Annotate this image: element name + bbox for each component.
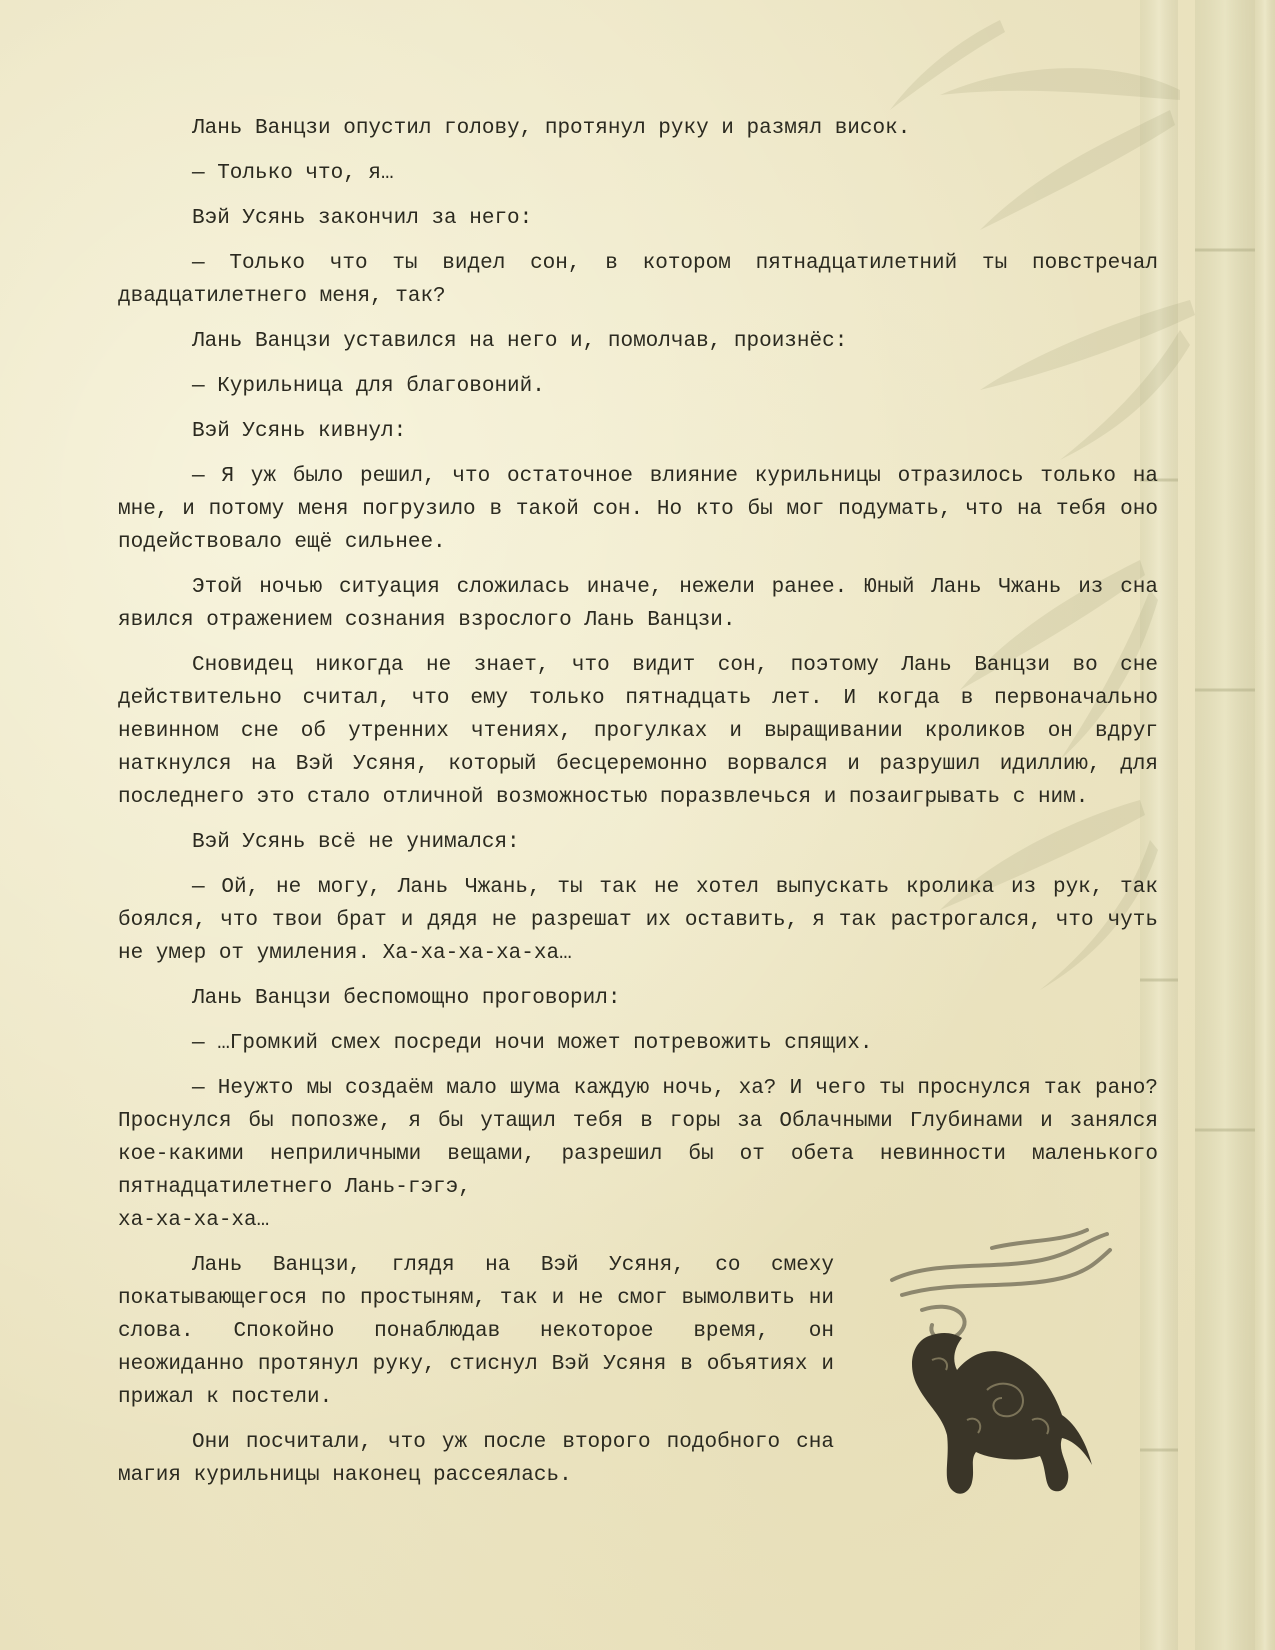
paragraph: — Курильница для благовоний. [192,375,545,398]
paragraph: Лань Ванцзи беспомощно проговорил: [192,987,621,1010]
paragraph: — Неужто мы создаём мало шума каждую ночь, ха? И чего ты проснулся так рано? Проснулся бы попозже, я бы утащил тебя в горы за Облачными Глубинами и занялся кое-какими неприличными вещами, разрешил бы от обета невинности маленького пятнадцатилетнего Лань-гэгэ, [118,1077,1158,1199]
paragraph: Лань Ванцзи уставился на него и, помолчав, произнёс: [192,330,848,353]
paragraph: Лань Ванцзи, глядя на Вэй Усяня, со смеху покатывающегося по простыням, так и не смог вымолвить ни слова. Спокойно понаблюдав некоторое время, он неожиданно протянул руку, стиснул Вэй Усяня в объятиях и прижал к постели. [118,1254,834,1409]
paragraph: — Только что ты видел сон, в котором пятнадцатилетний ты повстречал двадцатилетнего меня, так? [118,252,1158,308]
paragraph: — …Громкий смех посреди ночи может потревожить спящих. [192,1032,873,1055]
paragraph: Вэй Усянь кивнул: [192,420,407,443]
paragraph: Они посчитали, что уж после второго подобного сна магия курильницы наконец рассеялась. [118,1431,834,1487]
paragraph: Вэй Усянь всё не унимался: [192,831,520,854]
paragraph: Вэй Усянь закончил за него: [192,207,533,230]
paragraph: Лань Ванцзи опустил голову, протянул руку и размял висок. [192,117,911,140]
paragraph: — Только что, я… [192,162,394,185]
paragraph: Сновидец никогда не знает, что видит сон, поэтому Лань Ванцзи во сне действительно считал, что ему только пятнадцать лет. И когда в первоначально невинном сне об утренних чтениях, прогулках и выращивании кроликов он вдруг наткнулся на Вэй Усяня, который бесцеремонно ворвался и разрушил идиллию, для последнего это стало отличной возможностью поразвлечься и позаигрывать с ним. [118,654,1158,809]
paragraph: ха-ха-ха-ха… [118,1209,270,1232]
paragraph: Этой ночью ситуация сложилась иначе, нежели ранее. Юный Лань Чжань из сна явился отражением сознания взрослого Лань Ванцзи. [118,576,1158,632]
incense-burner-icon [872,1220,1122,1510]
paragraph: — Ой, не могу, Лань Чжань, ты так не хотел выпускать кролика из рук, так боялся, что твои брат и дядя не разрешат их оставить, я так растрогался, что чуть не умер от умиления. Ха-ха-ха-ха-ха… [118,876,1158,965]
paragraph: — Я уж было решил, что остаточное влияние курильницы отразилось только на мне, и потому меня погрузило в такой сон. Но кто бы мог подумать, что на тебя оно подействовало ещё сильнее. [118,465,1158,554]
